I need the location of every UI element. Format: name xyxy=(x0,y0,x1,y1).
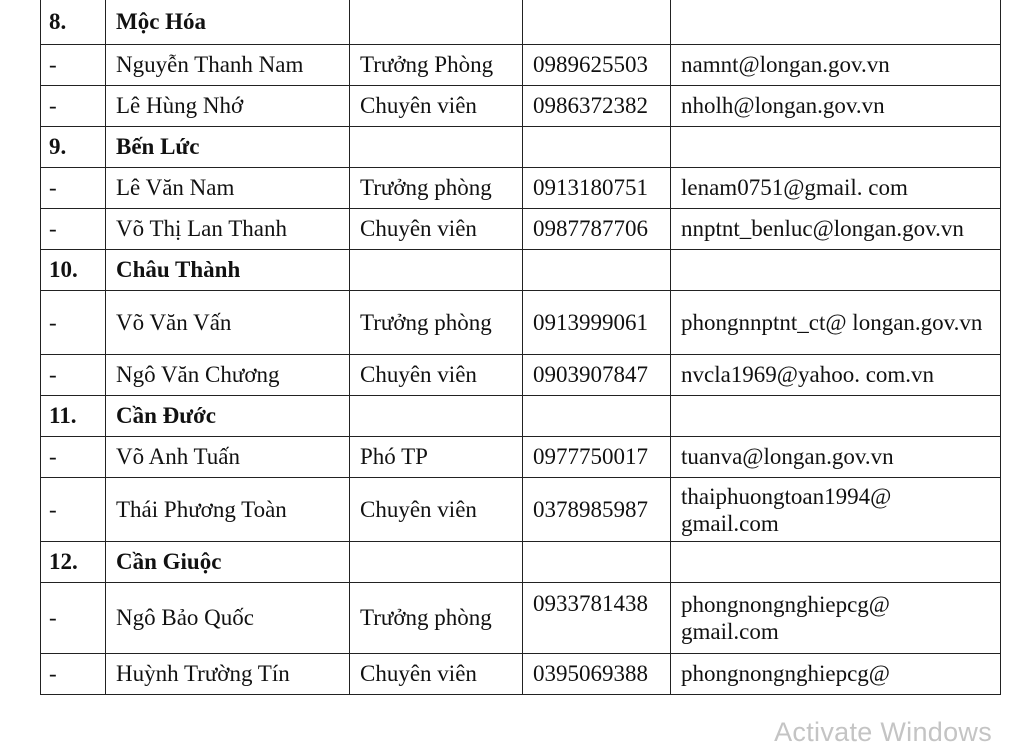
person-email: nnptnt_benluc@longan.gov.vn xyxy=(671,209,1001,250)
row-marker: - xyxy=(41,437,106,478)
table-row xyxy=(41,168,1001,209)
person-name: Võ Văn Vấn xyxy=(106,291,350,355)
row-marker: - xyxy=(41,86,106,127)
person-position: Phó TP xyxy=(350,437,523,478)
row-marker: - xyxy=(41,209,106,250)
person-position: Chuyên viên xyxy=(350,654,523,695)
district-name: Bến Lức xyxy=(106,127,350,168)
person-phone: 0903907847 xyxy=(523,355,671,396)
district-number: 8. xyxy=(41,0,106,45)
person-name: Lê Văn Nam xyxy=(106,168,350,209)
row-marker: - xyxy=(41,478,106,542)
table-row xyxy=(41,478,1001,542)
person-name: Lê Hùng Nhớ xyxy=(106,86,350,127)
person-position: Trưởng phòng xyxy=(350,583,523,654)
person-name: Ngô Văn Chương xyxy=(106,355,350,396)
row-marker: - xyxy=(41,583,106,654)
table-row xyxy=(41,437,1001,478)
district-row-can-duoc xyxy=(41,396,1001,437)
person-email: phongnnptnt_ct@ longan.gov.vn xyxy=(671,291,1001,355)
district-name: Cần Giuộc xyxy=(106,542,350,583)
person-name: Võ Anh Tuấn xyxy=(106,437,350,478)
person-position: Trưởng phòng xyxy=(350,168,523,209)
table-row xyxy=(41,654,1001,695)
table-row xyxy=(41,355,1001,396)
person-position: Chuyên viên xyxy=(350,478,523,542)
contact-table xyxy=(40,0,1001,695)
person-email: nholh@longan.gov.vn xyxy=(671,86,1001,127)
row-marker: - xyxy=(41,291,106,355)
empty-cell xyxy=(350,0,523,45)
table-row xyxy=(41,583,1001,654)
person-phone: 0933781438 xyxy=(523,583,671,654)
district-number: 12. xyxy=(41,542,106,583)
empty-cell xyxy=(350,127,523,168)
activate-windows-watermark: Activate Windows xyxy=(774,717,992,747)
person-phone: 0913999061 xyxy=(523,291,671,355)
person-phone: 0378985987 xyxy=(523,478,671,542)
person-position: Chuyên viên xyxy=(350,209,523,250)
person-name: Ngô Bảo Quốc xyxy=(106,583,350,654)
empty-cell xyxy=(350,542,523,583)
empty-cell xyxy=(671,396,1001,437)
district-number: 9. xyxy=(41,127,106,168)
person-email: nvcla1969@yahoo. com.vn xyxy=(671,355,1001,396)
person-phone: 0395069388 xyxy=(523,654,671,695)
empty-cell xyxy=(523,250,671,291)
district-row-moc-hoa xyxy=(41,0,1001,45)
person-phone: 0986372382 xyxy=(523,86,671,127)
person-position: Chuyên viên xyxy=(350,86,523,127)
person-name: Huỳnh Trường Tín xyxy=(106,654,350,695)
row-marker: - xyxy=(41,654,106,695)
person-position: Trưởng phòng xyxy=(350,291,523,355)
empty-cell xyxy=(523,127,671,168)
table-row xyxy=(41,291,1001,355)
person-phone: 0989625503 xyxy=(523,45,671,86)
person-phone: 0913180751 xyxy=(523,168,671,209)
district-name: Châu Thành xyxy=(106,250,350,291)
empty-cell xyxy=(350,396,523,437)
district-name: Mộc Hóa xyxy=(106,0,350,45)
district-row-chau-thanh xyxy=(41,250,1001,291)
district-name: Cần Đước xyxy=(106,396,350,437)
table-row xyxy=(41,45,1001,86)
district-number: 10. xyxy=(41,250,106,291)
empty-cell xyxy=(671,127,1001,168)
person-phone: 0987787706 xyxy=(523,209,671,250)
empty-cell xyxy=(671,0,1001,45)
empty-cell xyxy=(523,542,671,583)
person-name: Nguyễn Thanh Nam xyxy=(106,45,350,86)
person-email: thaiphuongtoan1994@ gmail.com xyxy=(671,478,1001,542)
person-email: tuanva@longan.gov.vn xyxy=(671,437,1001,478)
empty-cell xyxy=(350,250,523,291)
person-name: Võ Thị Lan Thanh xyxy=(106,209,350,250)
person-email: phongnongnghiepcg@ gmail.com xyxy=(671,583,1001,654)
empty-cell xyxy=(671,250,1001,291)
person-position: Chuyên viên xyxy=(350,355,523,396)
row-marker: - xyxy=(41,45,106,86)
person-email: namnt@longan.gov.vn xyxy=(671,45,1001,86)
person-email: phongnongnghiepcg@ xyxy=(671,654,1001,695)
district-row-can-giuoc xyxy=(41,542,1001,583)
person-position: Trưởng Phòng xyxy=(350,45,523,86)
empty-cell xyxy=(671,542,1001,583)
empty-cell xyxy=(523,0,671,45)
person-email: lenam0751@gmail. com xyxy=(671,168,1001,209)
empty-cell xyxy=(523,396,671,437)
person-name: Thái Phương Toàn xyxy=(106,478,350,542)
row-marker: - xyxy=(41,355,106,396)
table-row xyxy=(41,209,1001,250)
person-phone: 0977750017 xyxy=(523,437,671,478)
district-number: 11. xyxy=(41,396,106,437)
row-marker: - xyxy=(41,168,106,209)
table-row xyxy=(41,86,1001,127)
district-row-ben-luc xyxy=(41,127,1001,168)
